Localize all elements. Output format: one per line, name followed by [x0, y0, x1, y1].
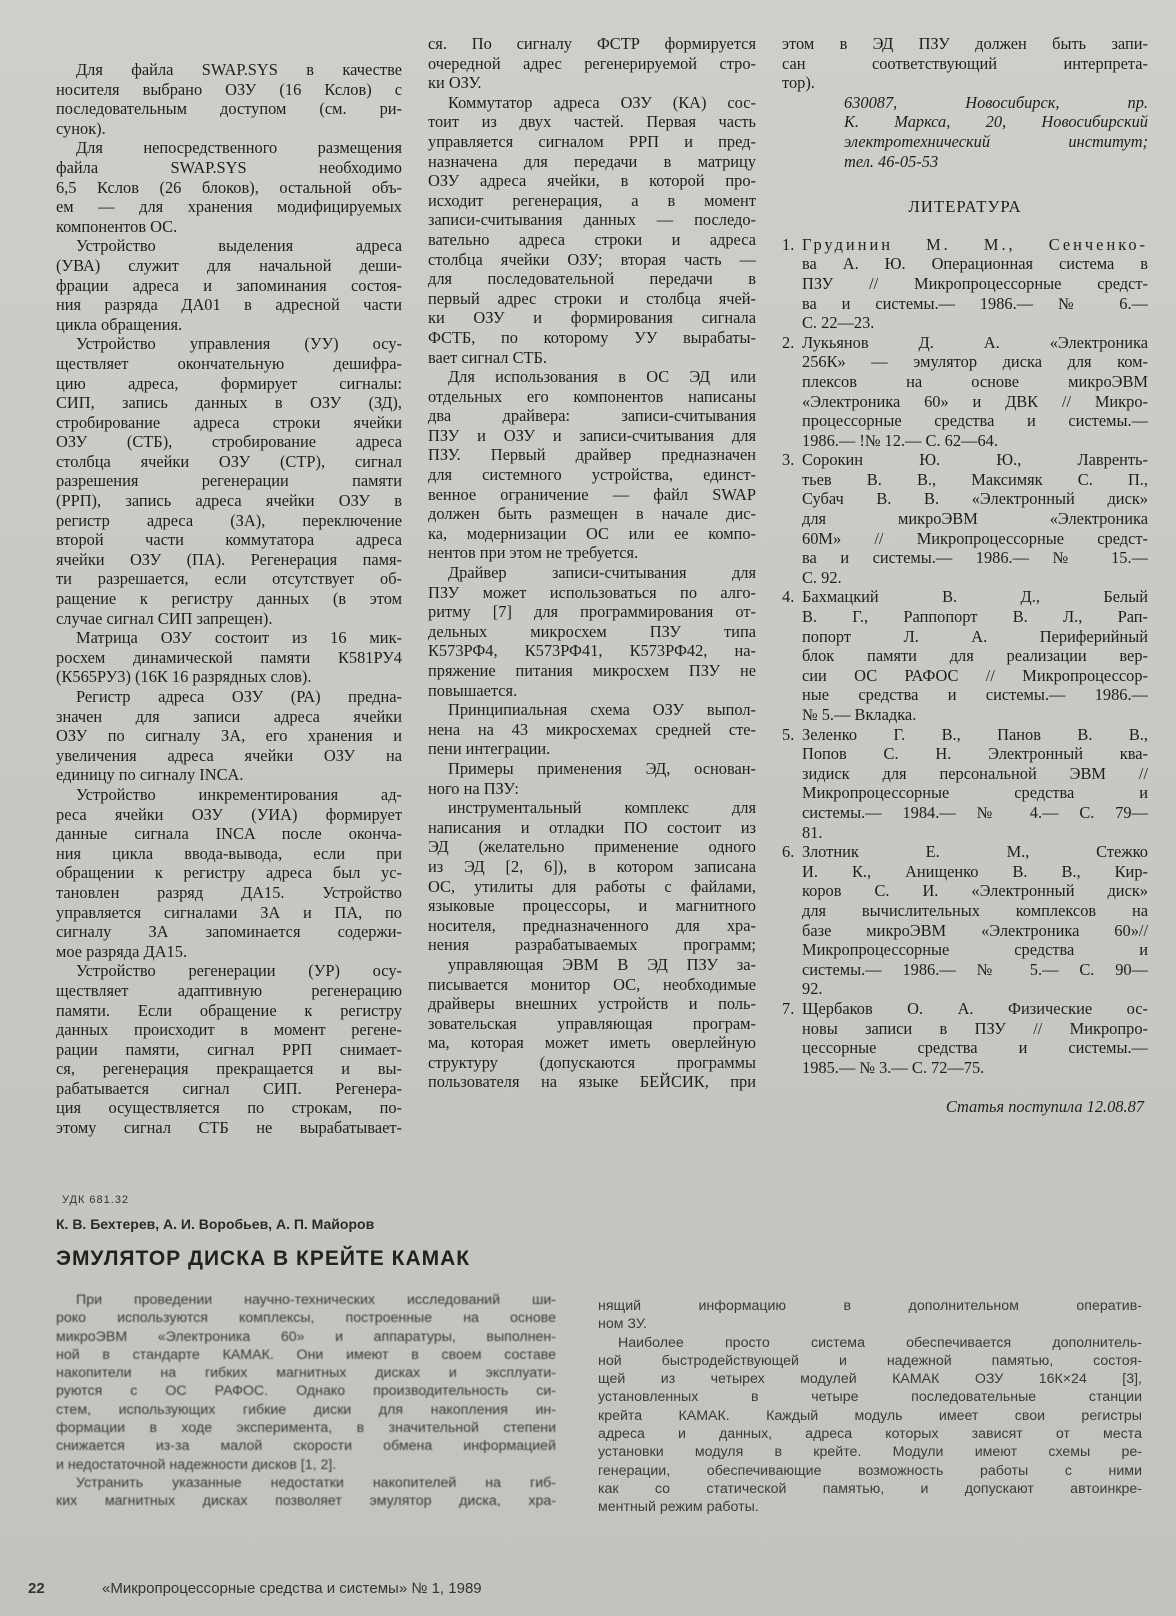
text-line: ПЗУ // Микропроцессорные средст-	[802, 273, 1148, 293]
text-line: мое разряда ДА15.	[56, 941, 188, 961]
text-line: Лукьянов Д. А. «Электроника	[802, 332, 1148, 352]
text-line: столбца ячейки ОЗУ (СТР), сигнал	[56, 451, 402, 471]
text-line: С. 22—23.	[802, 313, 875, 333]
text-line: второй части коммутатора адреса	[56, 530, 402, 550]
text-line: Устройство выделения адреса	[76, 236, 402, 256]
text-line: Принципиальная схема ОЗУ выпол-	[448, 700, 756, 720]
text-line: тановлен разряд ДА15. Устройство	[56, 882, 402, 902]
text-line: два драйвера: записи-считывания	[428, 406, 756, 426]
text-line: тьев В. В., Максимяк С. П.,	[802, 469, 1148, 489]
text-line: При проведении научно-технических исследований ши-	[76, 1292, 556, 1308]
text-line: базе микроЭВМ «Электроника 60»//	[802, 920, 1148, 940]
text-line: первый адрес строки и столбца ячей-	[428, 288, 756, 308]
text-line: из ЭД [2, 6]), в котором записана	[428, 856, 756, 876]
text-line: микроЭВМ «Электроника 60» и аппаратуры, выполнен-	[56, 1328, 556, 1345]
received-date: Статья поступила 12.08.87	[945, 1097, 1144, 1117]
text-line: реса ячейки ОЗУ (УИА) формирует	[56, 804, 402, 824]
text-line: исходит регенерация, а в момент	[428, 190, 756, 210]
text-line: писывается монитор ОС, необходимые	[428, 974, 756, 994]
text-line: «Электроника 60» и ДВК // Микро-	[802, 391, 1148, 411]
text-line: языковые процессоры, и магнитного	[428, 896, 756, 916]
text-line: управляется сигналами ЗА и ПА, по	[56, 902, 402, 922]
text-line: руются с ОС РАФОС. Однако производительность си-	[56, 1383, 556, 1400]
text-line: Злотник Е. М., Стежко	[802, 842, 1148, 862]
text-line: носителя выбрано ОЗУ (16 Кслов) с	[56, 79, 402, 99]
text-line: вательно адреса строки и адреса	[428, 229, 756, 249]
text-line: столбца ячейки ОЗУ; вторая часть —	[428, 249, 756, 269]
text-line: памяти. Если обращение к регистру	[56, 1000, 402, 1020]
text-line: управляющая ЭВМ В ЭД ПЗУ за-	[448, 954, 756, 974]
text-line: ментный режим работы.	[598, 1499, 759, 1516]
text-line: адреса и данных, адреса которых зависят от места	[598, 1426, 1142, 1443]
text-line: драйверы внешних устройств и поль-	[428, 994, 756, 1014]
text-line: ки ОЗУ и формирования сигнала	[428, 308, 756, 328]
text-line: Регистр адреса ОЗУ (РА) предна-	[76, 687, 402, 706]
text-line: ких магнитных дисках позволяет эмулятор диска, хра-	[56, 1493, 556, 1510]
text-line: (РРП), запись адреса ячейки ОЗУ в	[56, 491, 402, 511]
text-line: ного на ПЗУ:	[428, 778, 519, 798]
text-line: фрации адреса и запоминания состоя-	[56, 275, 402, 295]
text-line: ном ЗУ.	[598, 1316, 647, 1333]
text-line: ния разряда ДА01 в адресной части	[56, 295, 402, 315]
text-line: Драйвер записи-считывания для	[448, 563, 756, 583]
text-line: нентов при этом не требуется.	[428, 543, 639, 563]
text-line: ной быстродействующей и надежной памятью, состоя-	[598, 1352, 1142, 1369]
text-line: 1985.— № 3.— С. 72—75.	[802, 1057, 985, 1077]
reference-number: 3.	[782, 450, 795, 470]
text-line: Примеры применения ЭД, основан-	[448, 758, 756, 778]
text-line: повышается.	[428, 680, 518, 700]
text-line: росхем динамической памяти К581РУ4	[56, 647, 402, 667]
text-line: пользователя на языке БЕЙСИК, при	[428, 1072, 756, 1092]
text-line: рации памяти, сигнал РРП снимает-	[56, 1039, 402, 1059]
text-line: системы.— 1986.— № 5.— С. 90—	[802, 959, 1148, 979]
text-line: формации в ходе эксперимента, в значительной степени	[56, 1420, 556, 1437]
reference-item	[782, 450, 1148, 587]
reference-number: 5.	[782, 724, 795, 744]
text-line: для последовательной передачи в	[428, 269, 756, 289]
article2-title: ЭМУЛЯТОР ДИСКА В КРЕЙТЕ КАМАК	[56, 1247, 471, 1270]
text-line: ПЗУ может использоваться по алго-	[428, 582, 756, 602]
text-line: разрешения регенерации памяти	[56, 471, 402, 491]
article1-column-1	[56, 60, 402, 1138]
text-line: нящий информацию в дополнительном оператив-	[598, 1298, 1142, 1314]
text-line: инструментальный комплекс для	[448, 798, 756, 818]
text-line: СИП, запись данных в ОЗУ (ЗД),	[56, 393, 402, 413]
text-line: Микропроцессорные средства и	[802, 940, 1148, 960]
text-line: ОС, утилиты для работы с файлами,	[428, 876, 756, 896]
text-line: пряжение питания микросхем ПЗУ не	[428, 661, 756, 680]
text-line: 1986.— !№ 12.— С. 62—64.	[802, 430, 998, 450]
text-line: ПЗУ. Первый драйвер предназначен	[428, 445, 756, 465]
text-line: случае сигнал СИП запрещен).	[56, 608, 273, 628]
text-line: рабатывается сигнал СИП. Регенера-	[56, 1078, 402, 1098]
text-line: нения разрабатываемых программ;	[428, 935, 756, 955]
text-line: единицу по сигналу INCA.	[56, 765, 244, 785]
text-line: обращении к регистру адреса был ус-	[56, 863, 402, 883]
text-line: Устранить указанные недостатки накопителей на гиб-	[76, 1474, 556, 1491]
text-line: ся. По сигналу ФСТР формируется	[428, 34, 756, 53]
address-line: электротехнический институт;	[844, 131, 1148, 151]
text-line: зовательская управляющая програм-	[428, 1013, 756, 1033]
text-line: пени интеграции.	[428, 739, 551, 759]
references-heading: ЛИТЕРАТУРА	[908, 197, 1022, 217]
text-line: 256К» — эмулятор диска для ком-	[802, 352, 1148, 372]
article2-column-2	[598, 1297, 1142, 1517]
page-number: 22	[28, 1580, 45, 1597]
text-line: № 5.— Вкладка.	[802, 705, 917, 724]
text-line: сунок).	[56, 118, 106, 138]
reference-number: 6.	[782, 842, 795, 862]
text-line: зидиск для персональной ЭВМ //	[802, 763, 1148, 783]
udk-code: УДК 681.32	[62, 1194, 130, 1206]
text-line: цессорные средства и системы.—	[802, 1038, 1148, 1058]
text-line: данных происходит в момент регене-	[56, 1020, 402, 1040]
text-line: ки ОЗУ.	[428, 73, 482, 93]
text-line: компонентов ОС.	[56, 216, 178, 236]
text-line: ОЗУ адреса ячейки, в которой про-	[428, 171, 756, 191]
text-line: роко используются комплексы, построенные на основе	[56, 1310, 556, 1327]
text-line: Устройство управления (УУ) осу-	[76, 334, 402, 354]
text-line: тоит из двух частей. Первая часть	[428, 112, 756, 132]
text-line: ритму [7] для программирования от-	[428, 602, 756, 622]
text-line: Микропроцессорные средства и	[802, 783, 1148, 803]
text-line: плексов на основе микроЭВМ	[802, 371, 1148, 391]
text-line: ем — для хранения модифицируемых	[56, 197, 402, 217]
text-line: ЭД (желательно применение одного	[428, 837, 756, 857]
text-line: ные средства и системы.— 1986.—	[802, 685, 1148, 705]
reference-number: 7.	[782, 998, 795, 1018]
reference-item	[782, 725, 1148, 843]
text-line: для вычислительных комплексов на	[802, 900, 1148, 920]
text-line: Для файла SWAP.SYS в качестве	[76, 60, 402, 79]
text-line: (К565РУ3) (16К 16 разрядных слов).	[56, 667, 312, 687]
reference-number: 2.	[782, 332, 795, 352]
text-line: ПЗУ и ОЗУ и записи-считывания для	[428, 425, 756, 445]
text-line: ращение к регистру данных (в этом	[56, 589, 402, 609]
text-line: К573РФ4, К573РФ41, К573РФ42, на-	[428, 641, 756, 661]
text-line: должен быть размещен в начале дис-	[428, 504, 756, 524]
column-3-text	[782, 34, 1148, 93]
text-line: Щербаков О. А. Физические ос-	[802, 998, 1148, 1018]
text-line: ячейки ОЗУ (ПА). Регенерация памя-	[56, 549, 402, 569]
text-line: И. К., Анищенко В. В., Кир-	[802, 861, 1148, 881]
text-line: и недостаточной надежности дисков [1, 2].	[56, 1456, 337, 1473]
article1-column-2	[428, 34, 756, 1092]
text-line: щей из четырех модулей КАМАК ОЗУ 16К×24 [3],	[598, 1371, 1142, 1388]
text-line: значен для записи адреса ячейки	[56, 706, 402, 726]
text-line: Для использования в ОС ЭД или	[448, 367, 756, 387]
text-line: ФСТБ, по которому УУ вырабаты-	[428, 327, 756, 347]
text-line: для микроЭВМ «Электроника	[802, 509, 1148, 529]
text-line: ной в стандарте КАМАК. Они имеют в своем составе	[56, 1346, 556, 1363]
text-line: сигналу ЗА запоминается содержи-	[56, 922, 402, 942]
text-line: увеличения адреса ячейки ОЗУ на	[56, 745, 402, 765]
text-line: Наиболее просто система обеспечивается дополнитель-	[618, 1334, 1142, 1351]
article2-authors: К. В. Бехтерев, А. И. Воробьев, А. П. Майоров	[56, 1216, 375, 1232]
text-line: назначена для передачи в матрицу	[428, 151, 756, 171]
text-line: Сорокин Ю. Ю., Лавренть-	[802, 450, 1148, 470]
text-line: стем, использующих гибкие диски для накопления ин-	[56, 1401, 556, 1418]
text-line: ка, модернизации ОС или ее компо-	[428, 523, 756, 543]
text-line: ся, регенерация прекращается и вы-	[56, 1059, 402, 1079]
page-footer	[28, 1580, 482, 1597]
text-line: Матрица ОЗУ состоит из 16 мик-	[76, 628, 402, 648]
text-line: этом в ЭД ПЗУ должен быть запи-	[782, 34, 1148, 53]
text-line: Попов С. Н. Электронный ква-	[802, 744, 1148, 764]
text-line: С. 92.	[802, 567, 842, 587]
text-line: тор).	[782, 73, 815, 93]
text-line: Коммутатор адреса ОЗУ (КА) сос-	[448, 92, 756, 112]
text-line: последовательным доступом (см. ри-	[56, 99, 402, 119]
text-line: коров С. И. «Электронный диск»	[802, 881, 1148, 901]
text-line: для системного устройства, единст-	[428, 465, 756, 485]
address-line: тел. 46-05-53	[844, 151, 939, 171]
reference-number: 1.	[782, 234, 795, 254]
text-line: носителя, предназначенного для хра-	[428, 915, 756, 935]
text-line: очередной адрес регенерируемой стро-	[428, 53, 756, 73]
text-line: Для непосредственного размещения	[76, 138, 402, 158]
text-line: венное ограничение — файл SWAP	[428, 484, 756, 504]
text-line: 92.	[802, 979, 823, 999]
text-line: цию адреса, формирует сигналы:	[56, 373, 402, 393]
text-line: структуру (допускаются программы	[428, 1052, 756, 1072]
reference-item	[782, 587, 1148, 724]
text-line: ва и системы.— 1986.— № 15.—	[802, 548, 1148, 568]
reference-item	[782, 842, 1148, 999]
text-line: отдельных его компонентов написаны	[428, 386, 756, 406]
text-line: сии ОС РАФОС // Микропроцессор-	[802, 665, 1148, 685]
text-line: В. Г., Раппопорт В. Л., Рап-	[802, 607, 1148, 627]
text-line: новы записи в ПЗУ // Микропро-	[802, 1018, 1148, 1038]
reference-item	[782, 333, 1148, 451]
text-line: этому сигнал СТБ не вырабатывает-	[56, 1118, 402, 1138]
text-line: ществляет окончательную дешифра-	[56, 353, 402, 373]
text-line: файла SWAP.SYS необходимо	[56, 157, 402, 177]
reference-item	[782, 235, 1148, 333]
text-line: ти разрешается, если отсутствует об-	[56, 569, 402, 589]
text-line: 60М» // Микропроцессорные средст-	[802, 528, 1148, 548]
text-line: крейта КАМАК. Каждый модуль имеет свои регистры	[598, 1407, 1142, 1424]
text-line: управляется сигналом РРП и пред-	[428, 131, 756, 151]
text-line: Устройство регенерации (УР) осу-	[76, 961, 402, 981]
text-line: Грудинин М. М., Сенченко-	[802, 234, 1148, 254]
reference-item	[782, 999, 1148, 1077]
text-line: ция осуществляется по строкам, по-	[56, 1098, 402, 1118]
address-line: 630087, Новосибирск, пр.	[844, 92, 1148, 112]
text-line: дельных микросхем ПЗУ типа	[428, 621, 756, 641]
text-line: нена на 43 микросхемах средней сте-	[428, 719, 756, 739]
text-line: системы.— 1984.— № 4.— С. 79—	[802, 802, 1148, 822]
article1-column-3	[782, 34, 1148, 1117]
text-line: данные сигнала INCA после оконча-	[56, 824, 402, 844]
text-line: 81.	[802, 822, 823, 842]
text-line: Субач В. В. «Электронный диск»	[802, 489, 1148, 509]
text-line: ния цикла ввода-вывода, если при	[56, 843, 402, 863]
text-line: написания и отладки ПО состоит из	[428, 817, 756, 837]
references-list	[782, 235, 1148, 1078]
article2-column-1	[56, 1291, 556, 1511]
text-line: снижается из-за малой скорости обмена информацией	[56, 1438, 556, 1455]
text-line: процессорные средства и системы.—	[802, 411, 1148, 431]
text-line: Зеленко Г. В., Панов В. В.,	[802, 724, 1148, 744]
text-line: Бахмацкий В. Д., Белый	[802, 587, 1148, 607]
text-line: генерации, обеспечивающие возможность работы с ними	[598, 1462, 1142, 1479]
text-line: стробирование адреса строки ячейки	[56, 412, 402, 432]
text-line: 6,5 Кслов (26 блоков), остальной объ-	[56, 177, 402, 197]
text-line: ма, которая может иметь оверлейную	[428, 1033, 756, 1053]
text-line: записи-считывания данных — последо-	[428, 210, 756, 230]
text-line: ОЗУ (СТБ), стробирование адреса	[56, 432, 402, 452]
text-line: попорт Л. А. Периферийный	[802, 626, 1148, 646]
text-line: цикла обращения.	[56, 314, 183, 334]
text-line: ществляет адаптивную регенерацию	[56, 980, 402, 1000]
reference-number: 4.	[782, 587, 795, 607]
text-line: вает сигнал СТБ.	[428, 347, 548, 367]
text-line: установленных в четыре последовательные станции	[598, 1389, 1142, 1406]
text-line: ОЗУ по сигналу ЗА, его хранения и	[56, 726, 402, 746]
author-address	[782, 93, 1148, 171]
text-line: установки модуля в крейте. Модули имеют схемы ре-	[598, 1444, 1142, 1461]
address-line: К. Маркса, 20, Новосибирский	[844, 112, 1148, 132]
text-line: (УВА) служит для начальной деши-	[56, 255, 402, 275]
text-line: накопители на гибких магнитных дисках и эксплуати-	[56, 1365, 556, 1382]
text-line: сан соответствующий интерпрета-	[782, 53, 1148, 73]
text-line: ва и системы.— 1986.— № 6.—	[802, 293, 1148, 313]
text-line: как со статической памятью, и допускают автоинкре-	[598, 1480, 1142, 1497]
journal-citation: «Микропроцессорные средства и системы» № 1, 1989	[102, 1580, 482, 1597]
text-line: Устройство инкрементирования ад-	[76, 784, 402, 804]
text-line: регистр адреса (ЗА), переключение	[56, 510, 402, 530]
text-line: ва А. Ю. Операционная система в	[802, 254, 1148, 274]
text-line: блок памяти для реализации вер-	[802, 646, 1148, 666]
